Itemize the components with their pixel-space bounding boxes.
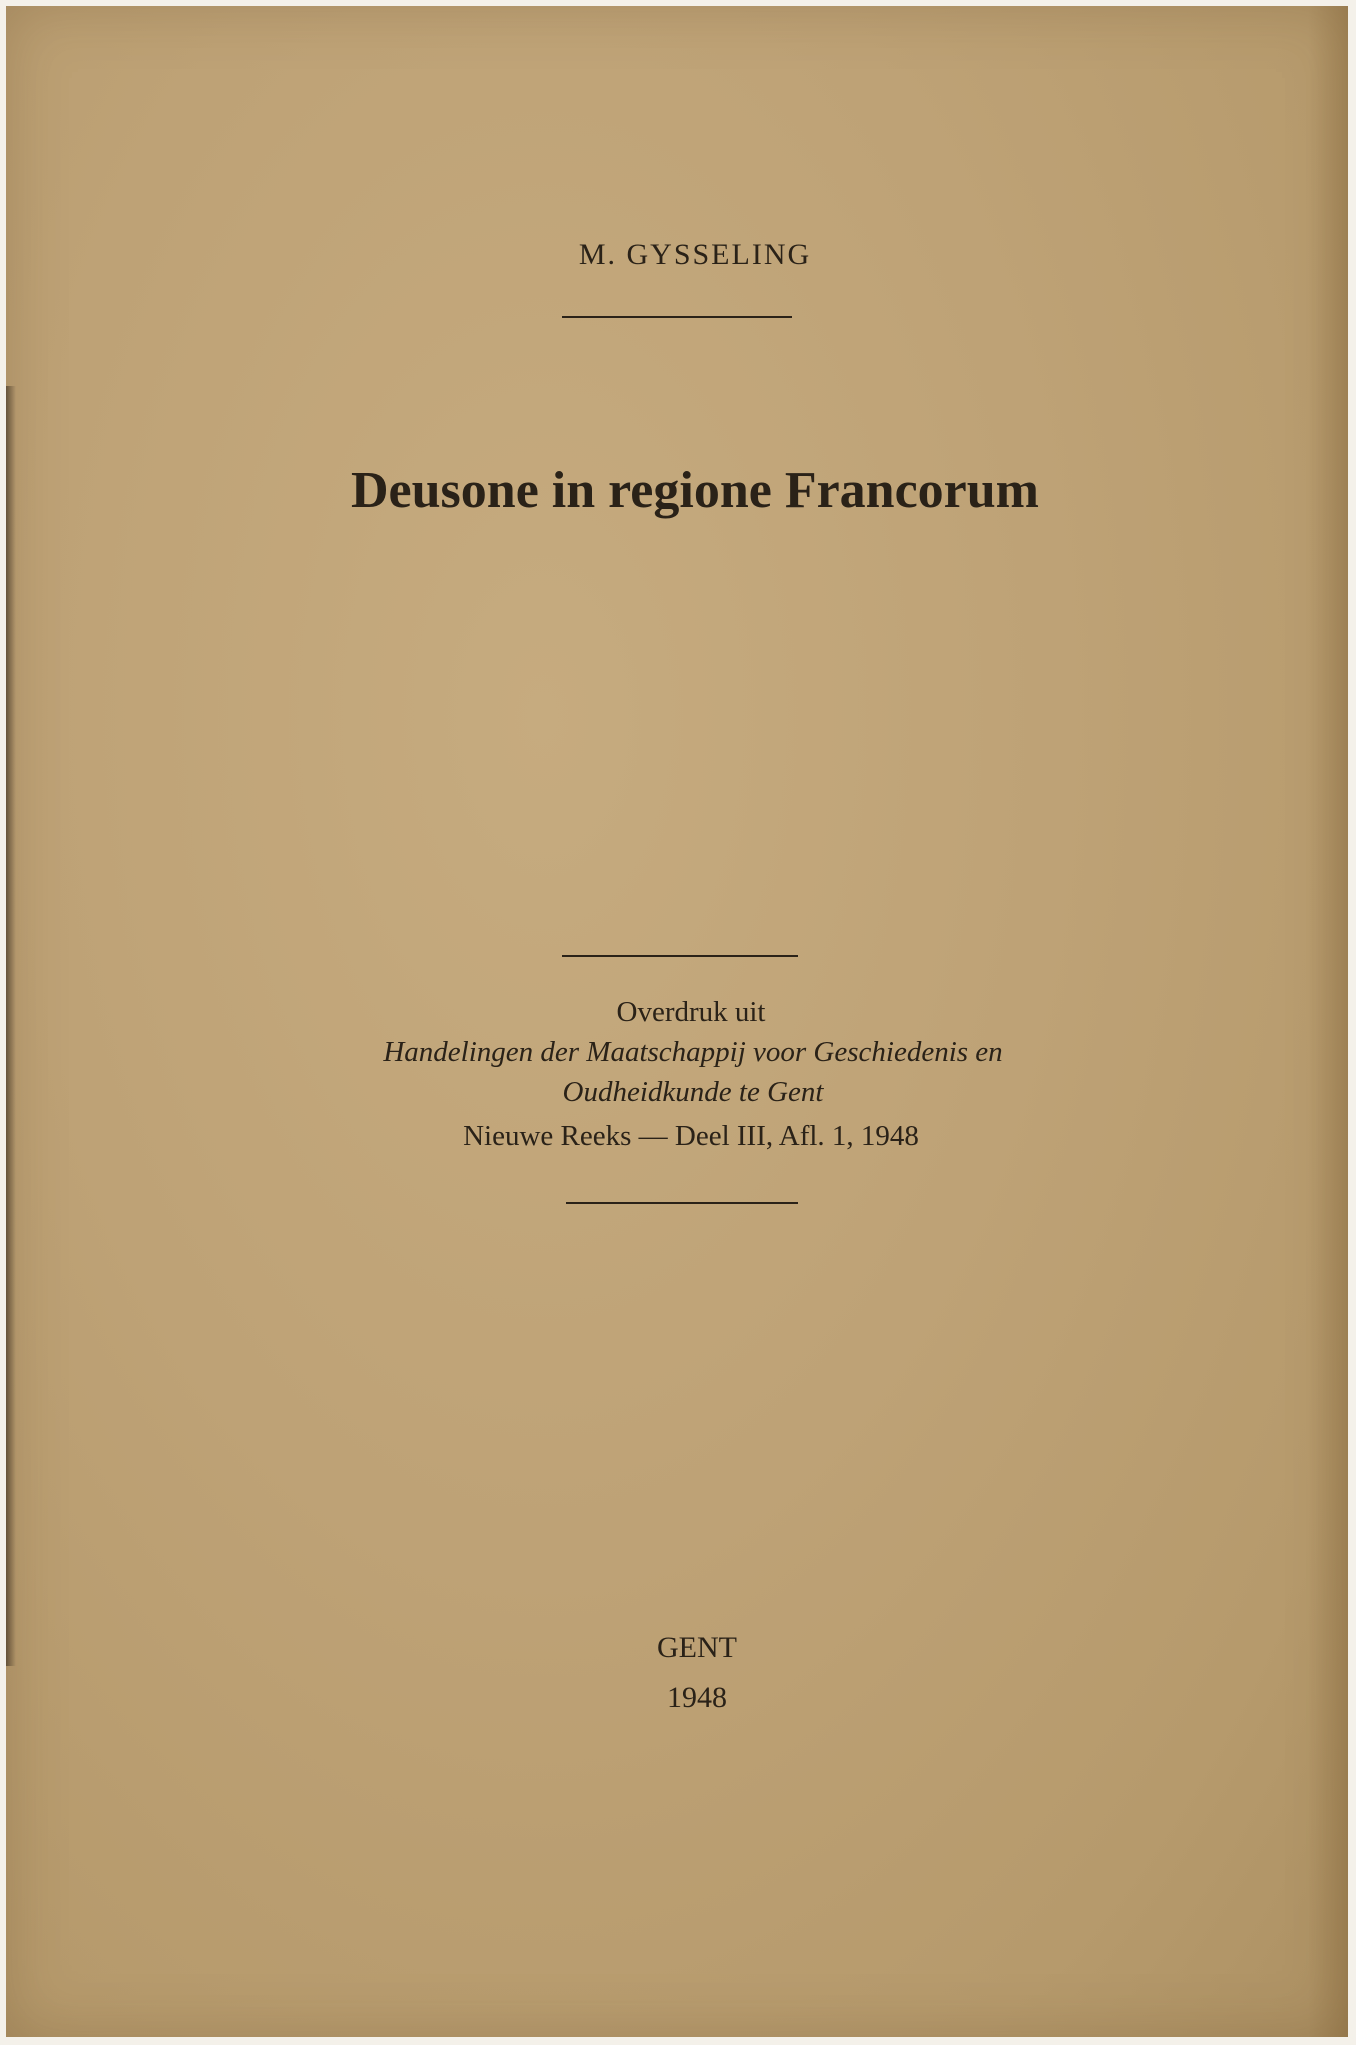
journal-title-line-2: Oudheidkunde te Gent — [562, 1076, 824, 1108]
author-name: M. GYSSELING — [578, 238, 812, 271]
reprint-label: Overdruk uit — [616, 996, 766, 1028]
divider-rule — [566, 1202, 798, 1204]
divider-rule — [562, 955, 798, 957]
book-cover — [6, 6, 1348, 2037]
spine-shadow — [6, 386, 16, 1666]
series-info: Nieuwe Reeks — Deel III, Afl. 1, 1948 — [463, 1120, 919, 1152]
journal-title-line-1: Handelingen der Maatschappij voor Geschiedenis en — [383, 1036, 1003, 1068]
publication-place: GENT — [657, 1631, 737, 1664]
cover-title: Deusone in regione Francorum — [351, 462, 1039, 519]
publication-year: 1948 — [667, 1681, 727, 1714]
divider-rule — [562, 316, 792, 318]
